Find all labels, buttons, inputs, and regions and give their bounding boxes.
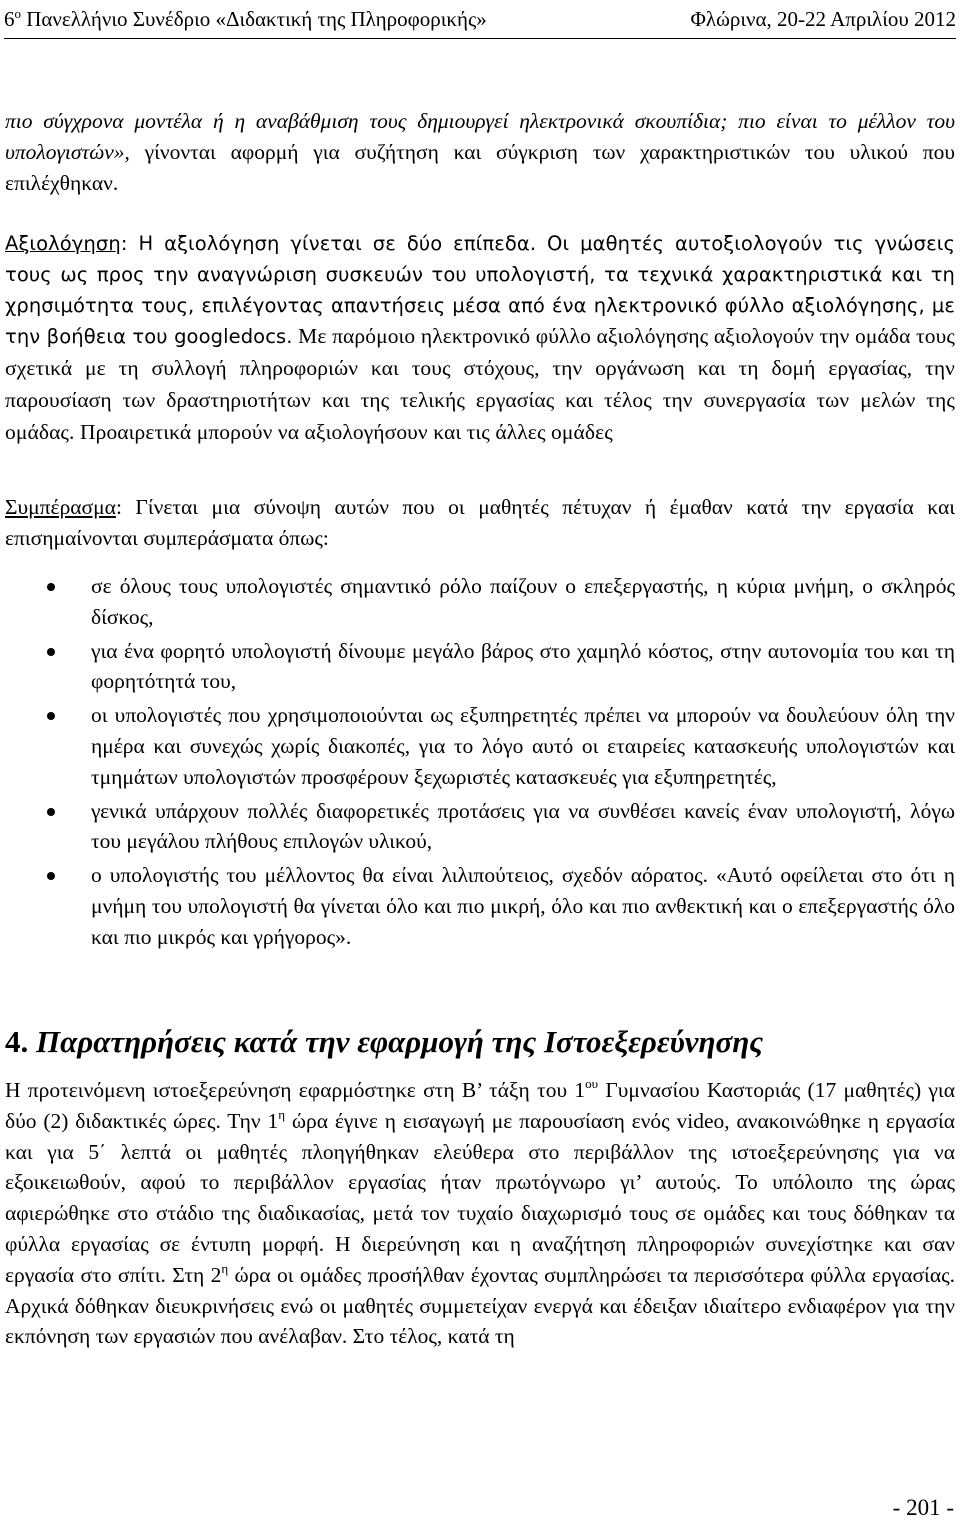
running-header: [4, 4, 956, 39]
conclusion-paragraph: [5, 492, 955, 554]
evaluation-text: : Η αξιολόγηση γίνεται σε δύο επίπεδα. Οι μαθητές αυτοξιολογούν τις γνώσεις τους ως προς την αναγνώριση συσκευών του υπολογιστή, τα τεχνικά χαρακτηριστικά και τη χρησιμότητα τους, επιλέγοντας απαντήσεις μέσα από ένα ηλεκτρονικό φύλλο αξιολόγησης, με την βοήθεια του googledocs.: [5, 232, 955, 349]
conference-place-date: Φλώρινα, 20-22 Απριλίου 2012: [690, 7, 956, 31]
list-item: [5, 860, 955, 952]
list-item: [5, 571, 955, 633]
list-item-text: για ένα φορητό υπολογιστή δίνουμε μεγάλο βάρος στο χαμηλό κόστος, στην αυτονομία του και τη φορητότητά του,: [91, 638, 955, 694]
section-heading: [5, 1022, 763, 1062]
intro-italic-quote: πιο σύγχρονα μοντέλα ή η αναβάθμιση τους δημιουργεί ηλεκτρονικά σκουπίδια; πιο είναι το μέλλον του υπολογιστών»,: [5, 109, 955, 164]
list-item: [5, 796, 955, 858]
evaluation-label: Αξιολόγηση: [5, 232, 121, 255]
observations-paragraph: [5, 1075, 955, 1352]
conclusion-bullet-list: [5, 571, 955, 956]
ordinal-suffix: η: [221, 1260, 229, 1276]
conference-name: Πανελλήνιο Συνέδριο «Διδακτική της Πληροφορικής»: [21, 7, 487, 31]
conclusion-label: Συμπέρασμα: [5, 495, 116, 519]
section-number: 4.: [5, 1024, 29, 1059]
bullet-icon: [47, 648, 55, 656]
paragraph-text: Γυμνασίου Καστοριάς (17 μαθητές) για δύο (2) διδακτικές ώρες. Την 1: [5, 1078, 955, 1133]
intro-text: γίνονται αφορμή για συζήτηση και σύγκριση των χαρακτηριστικών του υλικού που επιλέχθηκαν.: [5, 139, 955, 195]
conference-edition-number: 6: [4, 7, 15, 31]
conference-edition-suffix: ο: [14, 6, 21, 21]
paragraph-text: Η προτεινόμενη ιστοεξερεύνηση εφαρμόστηκε στη Β’ τάξη του 1: [5, 1078, 586, 1102]
section-title: Παρατηρήσεις κατά την εφαρμογή της Ιστοεξερεύνησης: [28, 1024, 764, 1059]
paragraph-text: ώρα έγινε η εισαγωγή με παρουσίαση ενός video, ανακοινώθηκε η εργασία και για 5΄ λεπτά οι μαθητές πλοηγήθηκαν ελεύθερα στο περιβάλλον της ιστοεξερεύνησης για να εξοικειωθούν, αφού το περιβάλλον εργασίας ήταν πρωτόγνωρο γι’ αυτούς. Το υπόλοιπο της ώρας αφιερώθηκε στο στάδιο της διαδικασίας, μετά τον τυχαίο διαχωρισμό τους σε ομάδες και τους δόθηκαν τα φύλλα εργασίας σε έντυπη μορφή. Η διερεύνηση και η αναζήτηση πληροφοριών συνεχίστηκε και σαν εργασία στο σπίτι. Στη 2: [5, 1108, 955, 1287]
intro-paragraph: [5, 106, 955, 198]
ordinal-suffix: η: [278, 1106, 286, 1122]
bullet-icon: [47, 808, 55, 816]
evaluation-text-continued: Με παρόμοιο ηλεκτρονικό φύλλο αξιολόγησης αξιολογούν την ομάδα τους σχετικά με τη συλλογή πληροφοριών και τους στόχους, την οργάνωση και τη δομή εργασίας, την παρουσίαση των δραστηριοτήτων και της τελικής εργασίας και τέλος την συνεργασία των μελών της ομάδας. Προαιρετικά μπορούν να αξιολογήσουν και τις άλλες ομάδες: [5, 324, 955, 444]
conference-title: [4, 6, 487, 32]
bullet-icon: [47, 872, 55, 880]
evaluation-paragraph: [5, 229, 955, 449]
list-item: [5, 636, 955, 698]
ordinal-suffix: ου: [585, 1076, 599, 1091]
list-item-text: ο υπολογιστής του μέλλοντος θα είναι λιλιπούτειος, σχεδόν αόρατος. «Αυτό οφείλεται στο ότι η μνήμη του υπολογιστή θα γίνεται όλο και πιο μικρή, όλο και πιο ανθεκτική και ο επεξεργαστής όλο και πιο μικρός και γρήγορος».: [91, 863, 955, 949]
list-item-text: οι υπολογιστές που χρησιμοποιούνται ως εξυπηρετητές πρέπει να μπορούν να δουλεύουν όλη την ημέρα και συνεχώς χωρίς διακοπές, για το λόγο αυτό οι εταιρείες κατασκευής υπολογιστών και τμημάτων υπολογιστών προσφέρουν ξεχωριστές κατασκευές για εξυπηρετητές,: [91, 703, 955, 789]
conclusion-text: : Γίνεται μια σύνοψη αυτών που οι μαθητές πέτυχαν ή έμαθαν κατά την εργασία και επισημαίνονται συμπεράσματα όπως:: [5, 495, 955, 550]
page-number: - 201 -: [892, 1495, 954, 1520]
list-item: [5, 700, 955, 792]
list-item-text: γενικά υπάρχουν πολλές διαφορετικές προτάσεις για να συνθέσει κανείς έναν υπολογιστή, λόγω του μεγάλου πλήθους επιλογών υλικού,: [91, 798, 955, 854]
list-item-text: σε όλους τους υπολογιστές σημαντικό ρόλο παίζουν ο επεξεργαστής, η κύρια μνήμη, ο σκληρός δίσκος,: [91, 574, 955, 629]
paragraph-text: ώρα οι ομάδες προσήλθαν έχοντας συμπληρώσει τα περισσότερα φύλλα εργασίας. Αρχικά δόθηκαν διευκρινήσεις ενώ οι μαθητές συμμετείχαν ενεργά και έδειξαν ιδιαίτερο ενδιαφέρον για την εκπόνηση των εργασιών που ανέλαβαν. Στο τέλος, κατά τη: [5, 1262, 955, 1349]
bullet-icon: [47, 712, 55, 720]
bullet-icon: [47, 583, 55, 591]
